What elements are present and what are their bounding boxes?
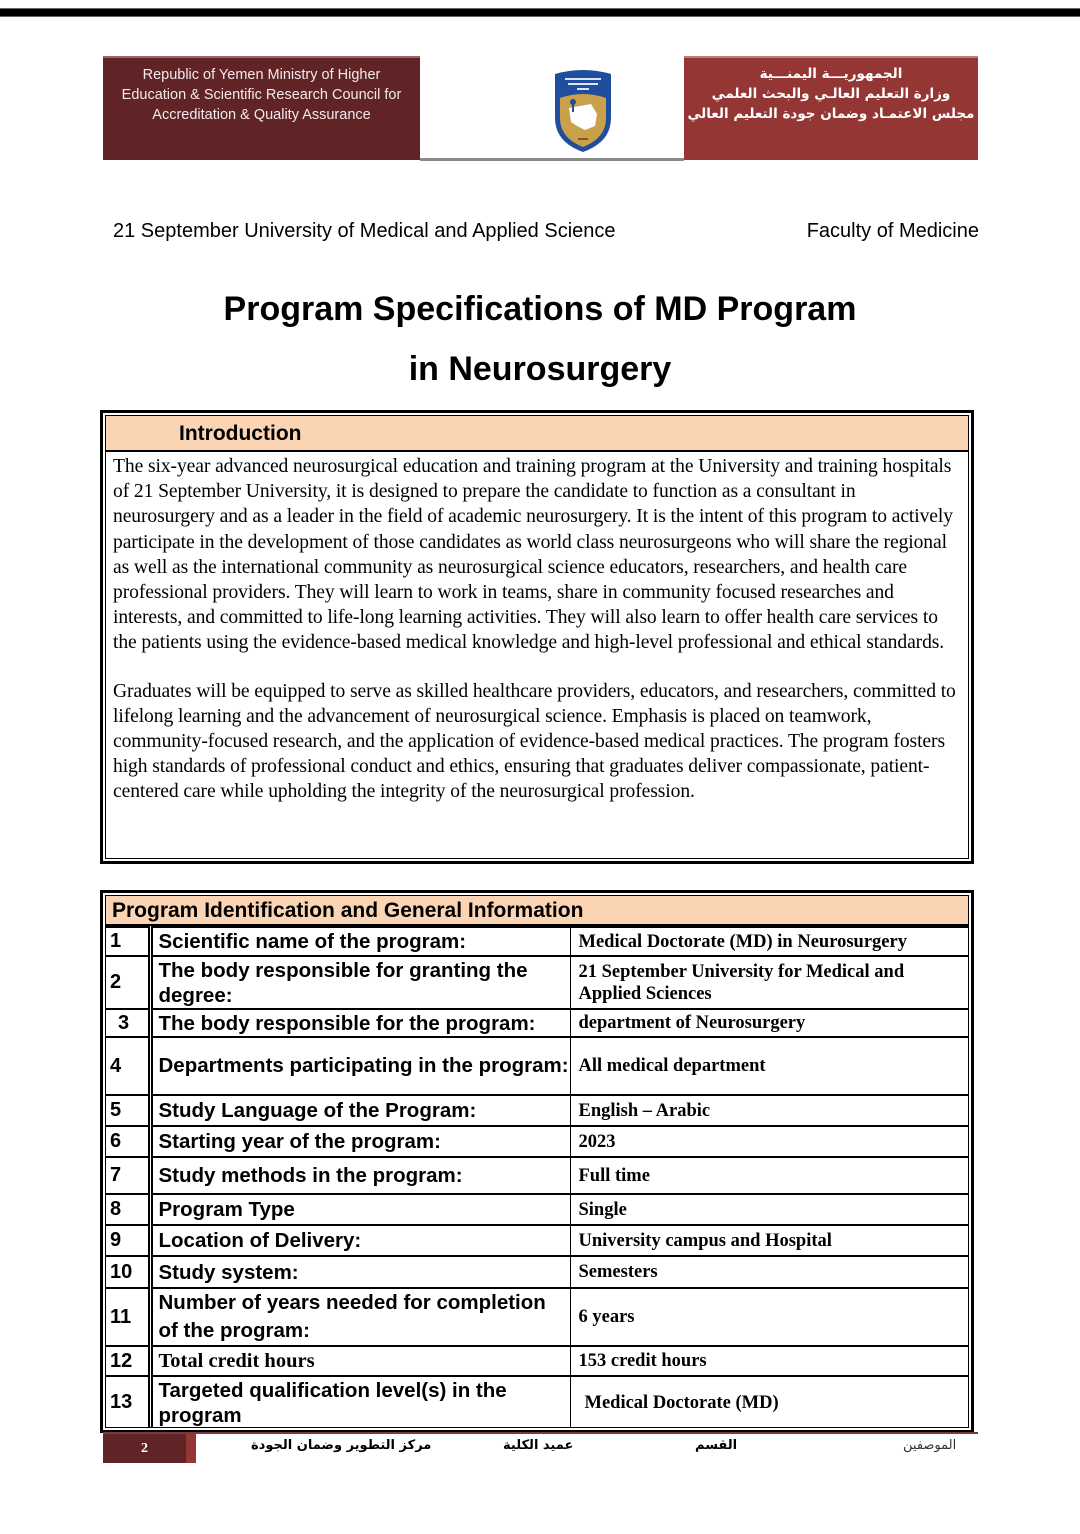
- caqa-shield-logo-icon: [551, 68, 615, 154]
- table-row: [106, 1157, 968, 1194]
- row-label: Location of Delivery:: [150, 1225, 570, 1256]
- row-label: Targeted qualification level(s) in the program: [150, 1376, 570, 1428]
- header-english-line: Republic of Yemen Ministry of Higher: [142, 67, 381, 83]
- row-label: Total credit hours: [150, 1346, 570, 1376]
- row-label: Study methods in the program:: [150, 1157, 570, 1194]
- table-row: [106, 1037, 968, 1095]
- row-value: 153 credit hours: [570, 1346, 968, 1376]
- page-title-line2: in Neurosurgery: [408, 350, 672, 388]
- row-label: Departments participating in the program:: [150, 1037, 570, 1095]
- header-english-band: [103, 56, 420, 160]
- table-row: [106, 927, 968, 956]
- row-value: Single: [570, 1194, 968, 1225]
- row-value: department of Neurosurgery: [570, 1009, 968, 1037]
- introduction-heading: Introduction: [106, 416, 968, 452]
- signature-specifiers: الموصفين: [903, 1438, 957, 1453]
- program-info-section: [100, 890, 974, 1433]
- row-number: 6: [106, 1126, 150, 1157]
- row-number: 4: [106, 1037, 150, 1095]
- header-arabic-line: الجمهوريـــة اليمنـــية: [759, 66, 903, 82]
- table-row: [106, 956, 968, 1009]
- table-row: [106, 1126, 968, 1157]
- row-number: 5: [106, 1095, 150, 1126]
- program-info-table: [106, 926, 968, 1428]
- program-info-heading: Program Identification and General Information: [106, 896, 968, 926]
- row-number: 3: [106, 1009, 150, 1037]
- row-label: Study system:: [150, 1256, 570, 1288]
- header-english-line: Accreditation & Quality Assurance: [152, 107, 371, 123]
- header-arabic-line: مجلس الاعتمـاد وضمان جودة التعليم العالي: [687, 106, 975, 122]
- row-value: 2023: [570, 1126, 968, 1157]
- row-label: Study Language of the Program:: [150, 1095, 570, 1126]
- row-label: The body responsible for the program:: [150, 1009, 570, 1037]
- header-arabic-line: وزارة التعليم العالـي والبحث العلمي: [711, 86, 951, 102]
- introduction-paragraph: Graduates will be equipped to serve as skilled healthcare providers, educators, and researchers, committed to lifelong learning and the advancement of neurosurgical science. Emphasis is placed on teamwork, community-focused research, and the application of evidence-based medical practices. The program fosters high standards of professional conduct and ethics, ensuring that graduates deliver compassionate, patient-centered care while upholding the integrity of the neurosurgical profession.: [113, 680, 956, 803]
- row-number: 1: [106, 927, 150, 956]
- table-row: [106, 1225, 968, 1256]
- header-divider: [420, 158, 684, 161]
- page-footer: [103, 1432, 978, 1464]
- row-value: 21 September University for Medical and Applied Sciences: [570, 956, 968, 1009]
- signature-department: القسم: [695, 1438, 738, 1453]
- row-number: 12: [106, 1346, 150, 1376]
- row-number: 8: [106, 1194, 150, 1225]
- row-value: Full time: [570, 1157, 968, 1194]
- university-name: 21 September University of Medical and Applied Science: [113, 220, 616, 242]
- header-arabic-band: [684, 56, 978, 160]
- row-value: All medical department: [570, 1037, 968, 1095]
- table-row: [106, 1256, 968, 1288]
- table-row: [106, 1346, 968, 1376]
- table-row: [106, 1376, 968, 1428]
- row-number: 2: [106, 956, 150, 1009]
- row-label: Number of years needed for completion of the program:: [150, 1288, 570, 1346]
- table-row: [106, 1095, 968, 1126]
- signature-dean: عميد الكلية: [503, 1438, 574, 1453]
- table-row: [106, 1194, 968, 1225]
- row-value: Semesters: [570, 1256, 968, 1288]
- footer-rule: [103, 1432, 978, 1434]
- page-title: Program Specifications of MD Program: [223, 290, 857, 328]
- introduction-section: [100, 410, 974, 864]
- header-english-line: Education & Scientific Research Council for: [121, 87, 402, 103]
- row-label: Program Type: [150, 1194, 570, 1225]
- row-label: Scientific name of the program:: [150, 927, 570, 956]
- faculty-name: Faculty of Medicine: [806, 220, 979, 242]
- row-number: 9: [106, 1225, 150, 1256]
- row-value: Medical Doctorate (MD) in Neurosurgery: [570, 927, 968, 956]
- row-number: 13: [106, 1376, 150, 1428]
- row-number: 10: [106, 1256, 150, 1288]
- signature-quality-center: مركز التطوير وضمان الجودة: [251, 1438, 432, 1453]
- table-row: [106, 1288, 968, 1346]
- table-row: [106, 1009, 968, 1037]
- introduction-body: [106, 452, 968, 805]
- row-label: Starting year of the program:: [150, 1126, 570, 1157]
- row-number: 11: [106, 1288, 150, 1346]
- introduction-paragraph: The six-year advanced neurosurgical education and training program at the University and training hospitals of 21 September University, it is designed to prepare the candidate to function as a consultant in neurosurgery and as a leader in the field of academic neurosurgery. It is the intent of this program to actively participate in the development of those candidates as world class neurosurgeons who will share the regional as well as the international community as neurosurgical science educators, researchers, and health care professional providers. They will learn to work in teams, share in community focused researches and interests, and committed to life-long learning activities. They will also learn to offer health care services to the patients using the evidence-based medical knowledge and high-level professional and ethical standards.: [113, 456, 953, 654]
- top-black-bar: [0, 8, 1080, 17]
- row-value: University campus and Hospital: [570, 1225, 968, 1256]
- row-value: Medical Doctorate (MD): [570, 1376, 968, 1428]
- row-number: 7: [106, 1157, 150, 1194]
- row-value: 6 years: [570, 1288, 968, 1346]
- page-number: 2: [103, 1434, 196, 1463]
- row-label: The body responsible for granting the degree:: [150, 956, 570, 1009]
- document-header: [103, 56, 978, 162]
- row-value: English – Arabic: [570, 1095, 968, 1126]
